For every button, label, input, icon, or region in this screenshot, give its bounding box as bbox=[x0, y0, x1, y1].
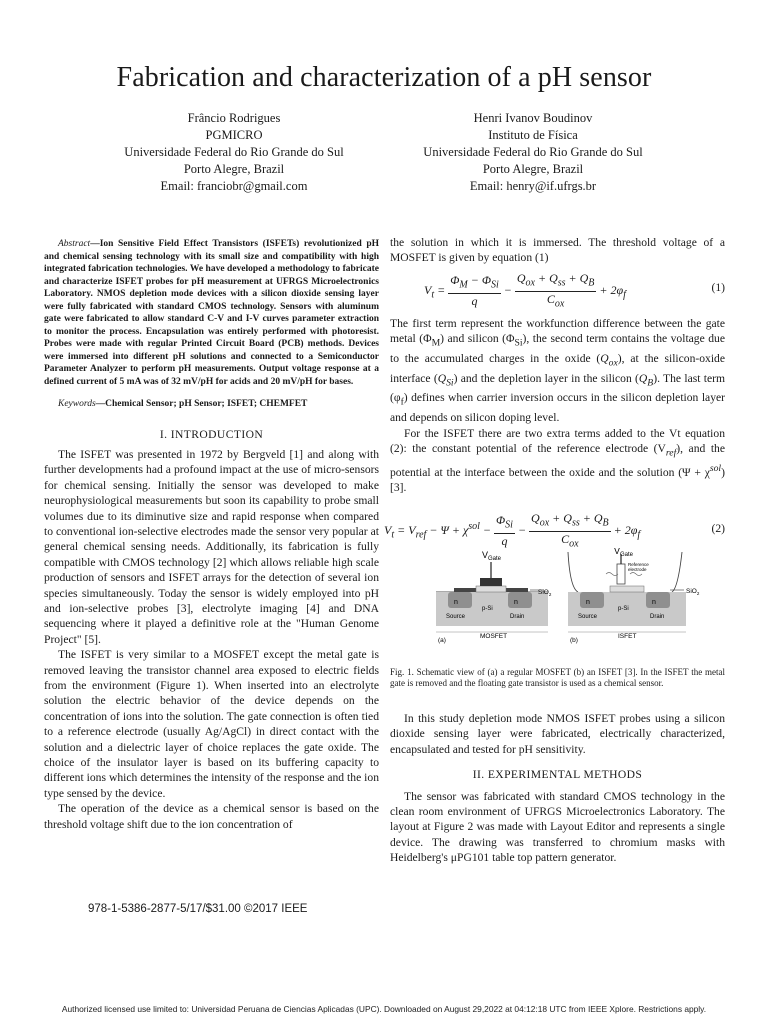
label-a: (a) bbox=[438, 637, 446, 644]
sio2-label-b: SiO$_2$ bbox=[686, 588, 700, 596]
vgate-label-b: $V_{Gate}$ bbox=[614, 548, 634, 558]
isfet-label: ISFET bbox=[618, 633, 637, 640]
equation-number: (1) bbox=[711, 280, 725, 294]
isfet-diagram bbox=[568, 548, 700, 644]
keywords bbox=[44, 398, 379, 411]
right-paragraph-workfunction: The first term represent the workfunction difference between the gate metal $(\Phi_M)$ and silicon $(\Phi_{Si})$, the second term contains the voltage due to the accumulated charges in the oxide $(Q_{ox})$, at the silicon-oxide interface $(Q_{Si})$ and the depletion layer in the silicon $(Q_B)$. The last term $(\varphi_f)$ defines when carrier inversion occurs in the silicon depletion layer and depends on silicon doping level. bbox=[390, 316, 725, 425]
author-affiliation: PGMICRO bbox=[205, 128, 263, 142]
section-heading-methods: II. EXPERIMENTAL METHODS bbox=[472, 768, 643, 782]
n-plus-source: n bbox=[454, 599, 458, 606]
intro-paragraph-2: The ISFET is very similar to a MOSFET except the metal gate is removed leaving the transistor channel area exposed to electric fields from the environment (Figure 1). When inserted into an electrolyte solution the electric behavior of the device depends on the concentration of ions into the solution. The gate connection is often tied to a reference electrode (usually Ag/AgCl) in direct contact with the solution and a dielectric layer of choice replaces the gate oxide. The choice of the insulator layer is based on its buffering capacity to different ions which determines the intensity of the response and the ion type sensed by the device. bbox=[44, 648, 379, 800]
reference-electrode bbox=[617, 564, 625, 584]
keywords-label: Keywords bbox=[58, 399, 96, 409]
author-university: Universidade Federal do Rio Grande do Sul bbox=[423, 145, 643, 159]
drain-label: Drain bbox=[510, 614, 525, 620]
keywords-text: —Chemical Sensor; pH Sensor; ISFET; CHEMFET bbox=[95, 399, 308, 409]
license-notice: Authorized licensed use limited to: Universidad Peruana de Ciencias Aplicadas (UPC). Downloaded on August 29,2022 at 04:12:18 UTC from IEEE Xplore. Restrictions apply. bbox=[61, 1004, 707, 1014]
psi-label: p-Si bbox=[482, 606, 493, 612]
equation-2: $V_t = V_{ref} - \Psi + \chi^{sol}$ − $\frac{\Phi_{Si}}{q}$ − $\frac{Q_{ox} + Q_{ss} + Q_B}{C_{ox}}$ + $2\varphi_f$ (2) bbox=[384, 511, 725, 550]
equation-1: $V_t$ = $\frac{\Phi_M - \Phi_{Si}}{q}$ − $\frac{Q_{ox} + Q_{ss} + Q_B}{C_{ox}}$ + $2\varphi_f$ (1) bbox=[424, 270, 725, 309]
mosfet-diagram bbox=[436, 550, 552, 644]
abstract-label: Abstract bbox=[58, 239, 91, 249]
source-well bbox=[448, 592, 472, 608]
author-block-2 bbox=[383, 110, 683, 195]
left-column bbox=[44, 238, 379, 832]
author-city: Porto Alegre, Brazil bbox=[482, 162, 584, 176]
equation-number: (2) bbox=[711, 522, 725, 536]
right-paragraph-1: the solution in which it is immersed. The threshold voltage of a MOSFET is given by equation (1) bbox=[390, 236, 725, 265]
vgate-label: $V_{Gate}$ bbox=[482, 550, 502, 562]
right-column-lower bbox=[390, 711, 725, 866]
author-email: Email: henry@if.ufrgs.br bbox=[469, 179, 597, 193]
right-paragraph-2: For the ISFET there are two extra terms added to the Vt equation (2): the constant potential of the reference electrode $(V_{ref})$, and the potential at the interface between the oxide and the solution $(\Psi + \chi^{sol})[3]$. bbox=[390, 426, 725, 494]
right-paragraph-4: The sensor was fabricated with standard CMOS technology in the clean room environment of UFRGS Microelectronics Laboratory. The layout at Figure 2 was made with Layout Editor and represents a single device. The drawing was transferred to chromium masks with Heidelberg's μPG101 table top pattern generator. bbox=[390, 789, 725, 865]
abstract-text: —Ion Sensitive Field Effect Transistors (ISFETs) revolutionized pH and chemical sensing technology with its small size and compatibility with high integrated fabrication technologies. We have developed a methodology to fabricate and characterize ISFET probes for pH measurement at UFRGS Microelectronics Laboratory. NMOS depletion mode devices with a silicon dioxide sensing layer were fully fabricated with standard CMOS technology. Sensors with aluminum gate were fabricated to allow standard C-V and I-V curves parameter extraction to monitor the process. Encapsulation was entirely performed with photoresist. Probes were made with regular Printed Circuit Board (PCB) methods. Devices were immersed into different pH solutions and connected to a Semiconductor Parameter Analyzer to perform pH measurements. Output voltage response at a defined current of 5 mA was of 32 mV/pH for acids and 20 mV/pH for bases. bbox=[44, 239, 379, 387]
mosfet-label: MOSFET bbox=[480, 633, 508, 640]
reference-label: Reference bbox=[628, 562, 649, 567]
source-label-b: Source bbox=[578, 614, 598, 620]
footer-isbn: 978-1-5386-2877-5/17/$31.00 ©2017 IEEE bbox=[88, 903, 308, 915]
abstract bbox=[44, 238, 379, 388]
author-name: Henri Ivanov Boudinov bbox=[473, 111, 593, 125]
author-affiliation: Instituto de Física bbox=[488, 128, 578, 142]
intro-paragraph-3: The operation of the device as a chemical sensor is based on the threshold voltage shift due to the ion concentration of bbox=[44, 802, 379, 831]
drain-label-b: Drain bbox=[650, 614, 665, 620]
electrode-label: electrode bbox=[628, 567, 647, 572]
author-email: Email: franciobr@gmail.com bbox=[160, 179, 308, 193]
author-block-1 bbox=[84, 110, 384, 195]
label-b: (b) bbox=[570, 637, 578, 644]
intro-paragraph-1: The ISFET was presented in 1972 by Bergveld [1] and along with further developments had a profound impact at the use of micro-sensors for chemical sensing. Initially the sensor was developed to make neurophysiological measurements but soon its capability to probe small volumes due to its diminutive size and rapid response when compared to conventional ion-selective electrodes made the sensor very popular at general chemical sensing needs. Additionally, its fabrication is fully compatible with CMOS technology [2] which allows reliable high scale production of sensors and ISFET arrays for the detection of several ion species simultaneously. Today the sensor is widely employed into pH and ion-selective probes [3], electrolyte imaging [4] and DNA sequencing where it played a definitive role at the "Human Genome Project" [5]. bbox=[44, 447, 379, 646]
paper-title: Fabrication and characterization of a pH sensor bbox=[116, 62, 652, 93]
drain-well bbox=[508, 592, 532, 608]
right-paragraph-3: In this study depletion mode NMOS ISFET probes using a silicon dioxide sensing layer were fabricated, electrically characterized, encapsulated and tested for pH sensitivity. bbox=[390, 712, 725, 756]
metal-gate bbox=[480, 578, 502, 586]
figure-1-caption: Fig. 1. Schematic view of (a) a regular MOSFET (b) an ISFET [3]. In the ISFET the metal gate is removed and the floating gate transistor is used as a chemical sensor. bbox=[390, 667, 725, 689]
n-plus-drain: n bbox=[514, 599, 518, 606]
sio2-label-a: SiO$_2$ bbox=[538, 589, 552, 597]
n-plus-isfet-source: n bbox=[586, 599, 590, 606]
source-label: Source bbox=[446, 614, 466, 620]
psi-label-b: p-Si bbox=[618, 606, 629, 612]
n-plus-isfet-drain: n bbox=[652, 599, 656, 606]
right-column bbox=[384, 235, 725, 555]
section-heading-introduction: I. INTRODUCTION bbox=[159, 427, 264, 441]
author-city: Porto Alegre, Brazil bbox=[183, 162, 285, 176]
author-university: Universidade Federal do Rio Grande do Sul bbox=[124, 145, 344, 159]
figure-1-schematic bbox=[420, 548, 720, 652]
author-name: Frâncio Rodrigues bbox=[187, 111, 281, 125]
